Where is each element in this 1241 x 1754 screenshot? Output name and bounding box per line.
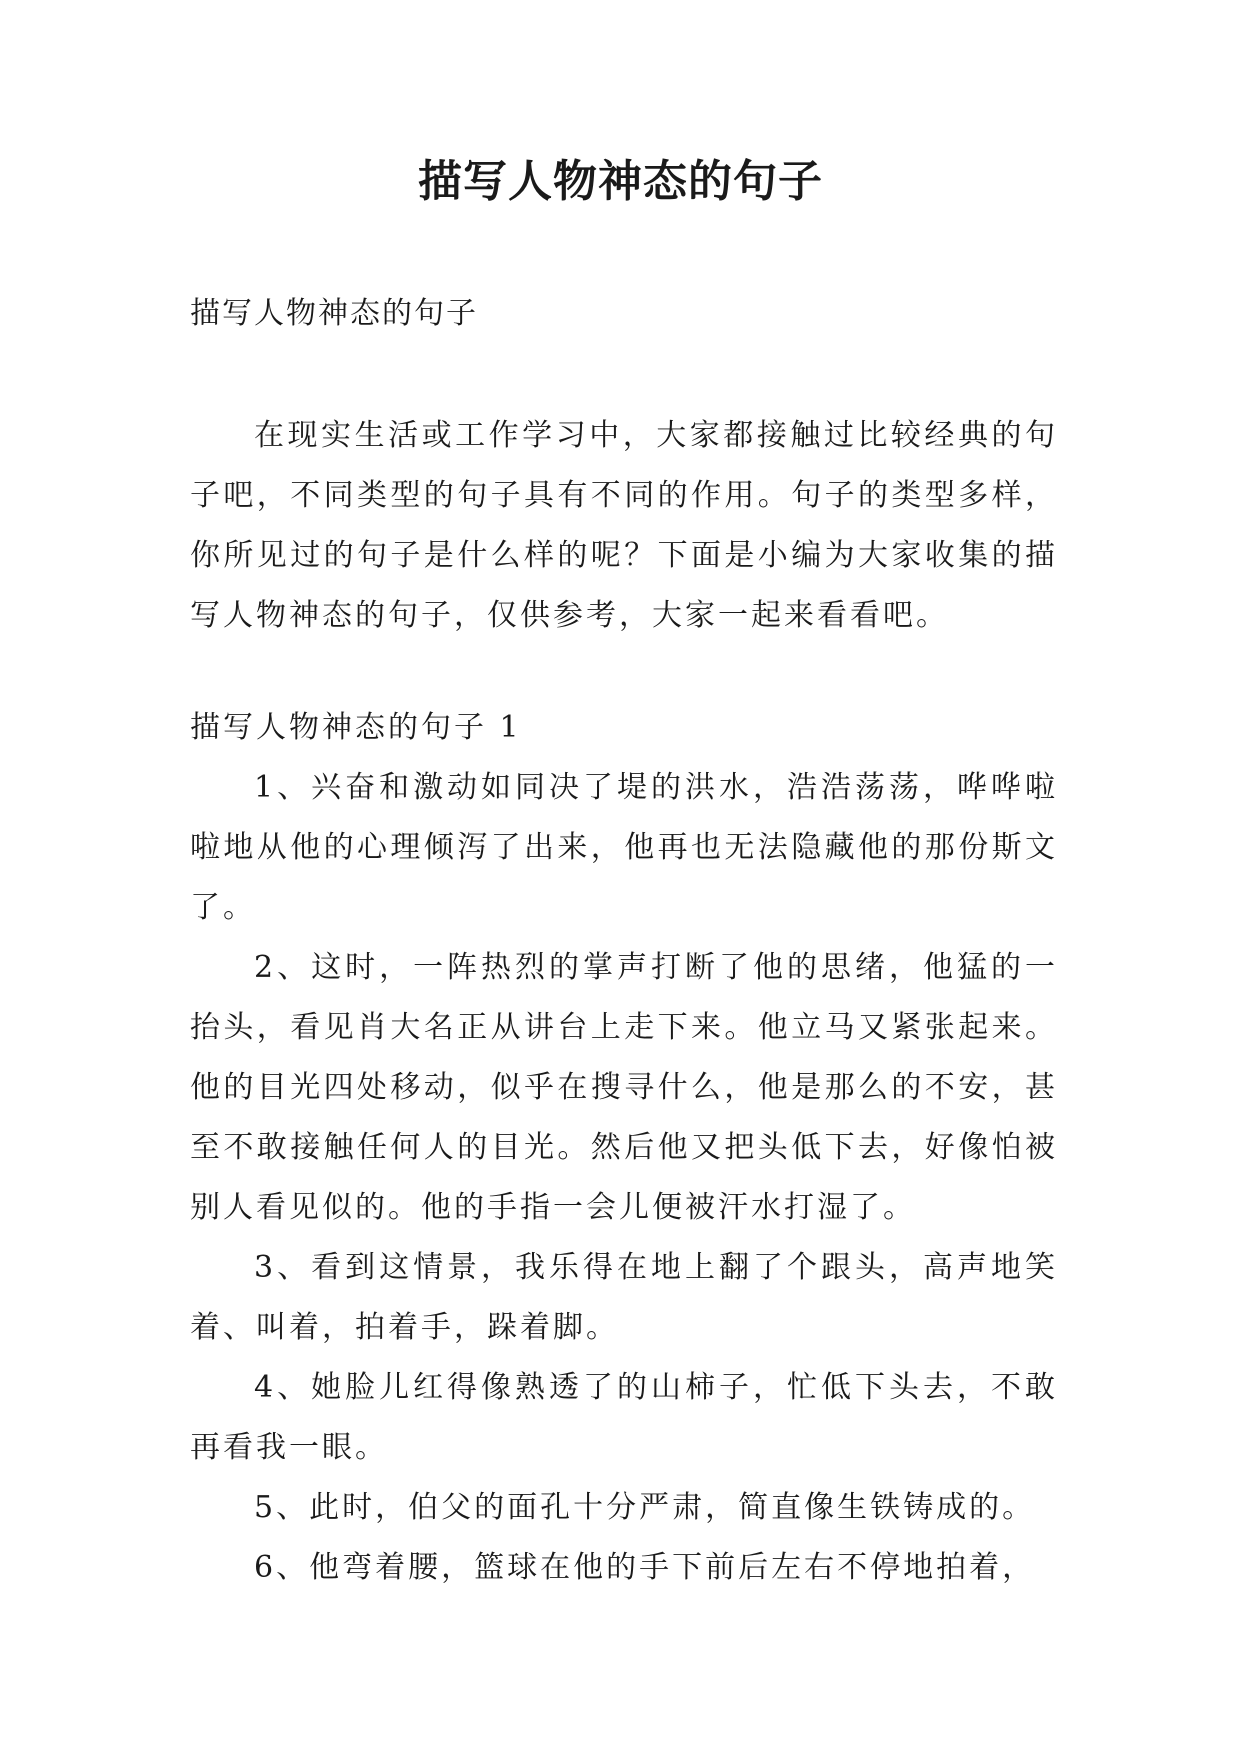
document-subtitle: 描写人物神态的句子	[190, 296, 478, 331]
list-item: 6、他弯着腰，篮球在他的手下前后左右不停地拍着，	[254, 1550, 1036, 1585]
intro-paragraph: 在现实生活或工作学习中，大家都接触过比较经典的句子吧，不同类型的句子具有不同的作用。句子的类型多样，你所见过的句子是什么样的呢？下面是小编为大家收集的描写人物神态的句子，仅供参考，大家一起来看看吧。	[190, 418, 1058, 633]
list-item: 2、这时，一阵热烈的掌声打断了他的思绪，他猛的一抬头，看见肖大名正从讲台上走下来。他立马又紧张起来。他的目光四处移动，似乎在搜寻什么，他是那么的不安，甚至不敢接触任何人的目光。然后他又把头低下去，好像怕被别人看见似的。他的手指一会儿便被汗水打湿了。	[190, 950, 1058, 1225]
list-item: 5、此时，伯父的面孔十分严肃，简直像生铁铸成的。	[254, 1490, 1036, 1525]
section-heading: 描写人物神态的句子 1	[190, 710, 522, 745]
page-title: 描写人物神态的句子	[418, 156, 823, 207]
section-1	[190, 698, 1058, 1598]
intro-block	[190, 406, 1058, 646]
list-item: 4、她脸儿红得像熟透了的山柿子，忙低下头去，不敢再看我一眼。	[190, 1370, 1058, 1465]
list-item: 1、兴奋和激动如同决了堤的洪水，浩浩荡荡，哗哗啦啦地从他的心理倾泻了出来，他再也无法隐藏他的那份斯文了。	[190, 770, 1058, 925]
list-item: 3、看到这情景，我乐得在地上翻了个跟头，高声地笑着、叫着，拍着手，跺着脚。	[190, 1250, 1058, 1345]
